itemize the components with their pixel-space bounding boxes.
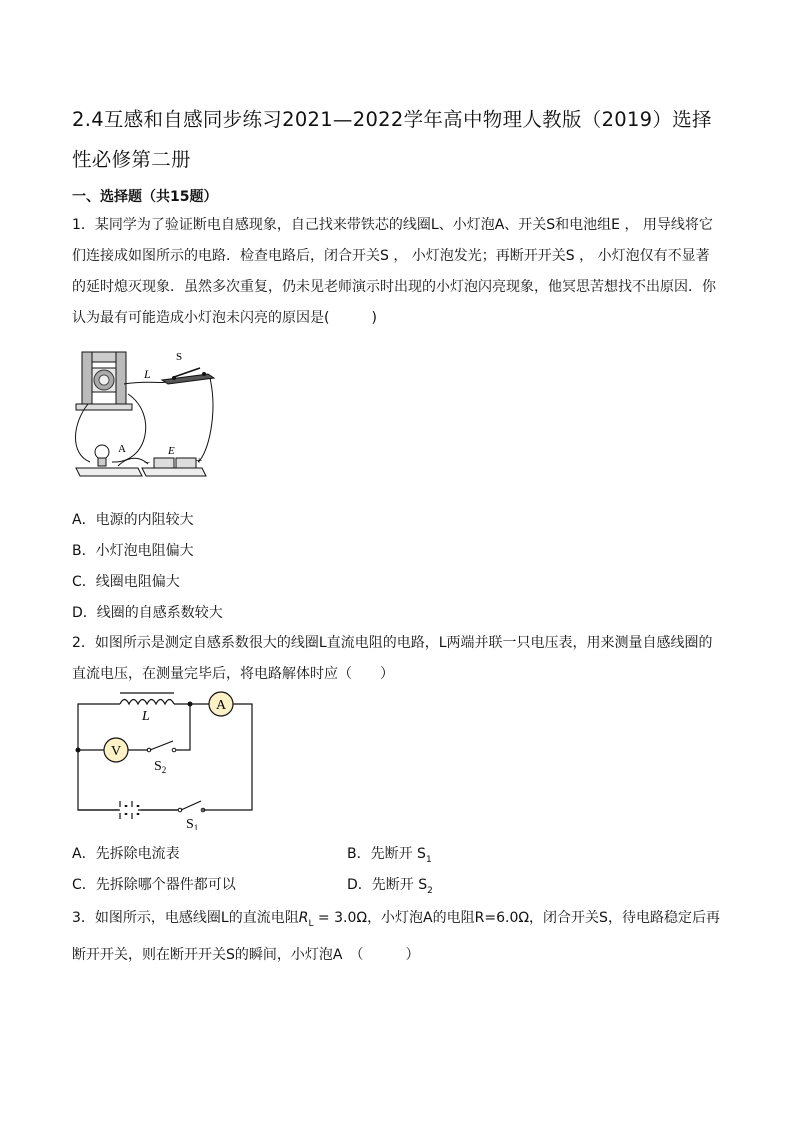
wire — [202, 704, 252, 810]
q1-circuit-figure — [68, 344, 218, 484]
q1-option-c: C．线圈电阻偏大 — [72, 574, 180, 590]
question-1-text: 1．某同学为了验证断电自感现象，自己找来带铁芯的线圈L、小灯泡A、开关S和电池组E ， 用导线将它们连接成如图所示的电路．检查电路后，闭合开关S ， 小灯泡发光；再断开开关S ， 小灯泡仅有不显著的延时熄灭现象．虽然多次重复，仍未见老师演示时出现的小灯泡闪亮现象，他冥思苦想找不出原因．你认为最有可能造成小灯泡未闪亮的原因是( ) — [72, 217, 716, 326]
label-s: S — [176, 351, 183, 363]
q2-option-a: A．先拆除电流表 — [72, 846, 180, 862]
label-minus: − — [144, 457, 151, 469]
q2-circuit-figure — [70, 690, 260, 830]
label-a: A — [118, 443, 126, 455]
section-heading: 一、选择题（共15题） — [72, 189, 218, 205]
label-plus: + — [196, 455, 203, 467]
question-2-text: 2．如图所示是测定自感系数很大的线圈L直流电阻的电路，L两端并联一只电压表，用来测量自感线圈的直流电压，在测量完毕后，将电路解体时应（ ） — [72, 635, 713, 682]
label-ammeter: A — [216, 698, 227, 713]
label-s1: $S_1$ — [186, 817, 199, 830]
switch-s — [162, 368, 214, 384]
r-symbol: R — [298, 910, 309, 926]
q1-option-a: A．电源的内阻较大 — [72, 512, 194, 528]
switch-s2 — [150, 741, 173, 750]
wire — [176, 704, 190, 750]
inductor-l — [120, 700, 174, 705]
label-s2: $S_2$ — [154, 759, 167, 775]
label-l: L — [142, 709, 150, 724]
switch-s1 — [181, 801, 201, 810]
label-voltmeter: V — [111, 744, 122, 759]
q2-option-b: B．先断开 $S_1$ — [347, 846, 432, 865]
iron-core-coil — [76, 352, 132, 410]
label-e: E — [168, 445, 175, 457]
wire — [78, 704, 178, 810]
q2-option-c: C．先拆除哪个器件都可以 — [72, 877, 236, 893]
label-l: L — [144, 367, 151, 381]
wire — [76, 404, 91, 462]
page-title: 2.4互感和自感同步练习2021—2022学年高中物理人教版（2019）选择性必修第二册 — [72, 108, 712, 171]
wire — [198, 378, 213, 462]
wire — [124, 382, 166, 384]
q1-option-d: D．线圈的自感系数较大 — [72, 605, 223, 621]
q2-option-d: D．先断开 $S_2$ — [347, 877, 433, 896]
q1-option-b: B．小灯泡电阻偏大 — [72, 543, 194, 559]
question-3-text: 3．如图所示，电感线圈L的直流电阻$R_L = 3.0\Omega$，小灯泡A的电阻R=6.0Ω，闭合开关S，待电路稳定后再断开开关，则在断开开关S的瞬间，小灯泡A （ ） — [72, 910, 720, 963]
